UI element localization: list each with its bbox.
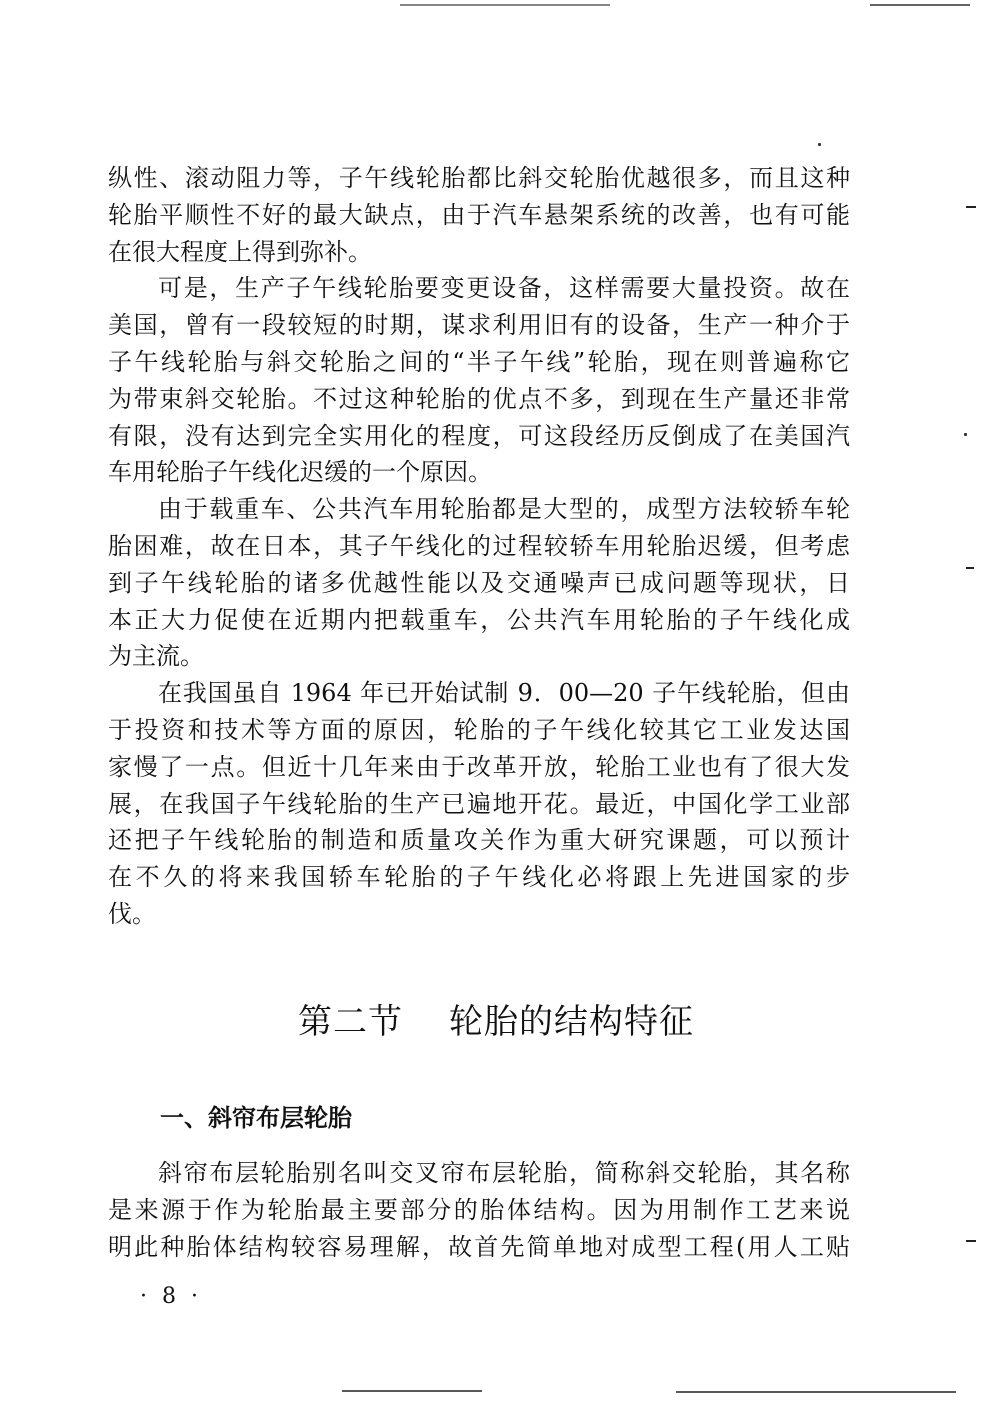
text-line: 是来源于作为轮胎最主要部分的胎体结构。因为用制作工艺来说 bbox=[108, 1195, 850, 1224]
text-line: 胎困难，故在日本，其子午线化的过程较轿车用轮胎迟缓，但考虑 bbox=[108, 531, 850, 560]
text-line: 斜帘布层轮胎别名叫交叉帘布层轮胎，简称斜交轮胎，其名称 bbox=[158, 1159, 850, 1187]
text-line: 美国，曾有一段较短的时期，谋求利用旧有的设备，生产一种介于 bbox=[108, 311, 850, 340]
scan-mark-bottom-2 bbox=[676, 1391, 956, 1393]
text-line: 在不久的将来我国轿车轮胎的子午线化必将跟上先进国家的步 bbox=[108, 863, 850, 892]
text-line: 还把子午线轮胎的制造和质量攻关作为重大研究课题，可以预计 bbox=[108, 826, 850, 855]
section-heading: 轮胎的结构特征 bbox=[449, 1002, 694, 1042]
scan-mark-right-1 bbox=[966, 206, 976, 208]
section-title bbox=[0, 1000, 992, 1044]
section-number: 第二节 bbox=[298, 1002, 403, 1042]
scan-mark-top-right bbox=[870, 4, 970, 6]
text-line: 为带束斜交轮胎。不过这种轮胎的优点不多，到现在生产量还非常 bbox=[108, 384, 850, 413]
text-line: 为主流。 bbox=[108, 642, 204, 671]
paragraph-5 bbox=[108, 1155, 850, 1265]
text-line: 车用轮胎子午线化迟缓的一个原因。 bbox=[108, 458, 492, 487]
scan-mark-right-3 bbox=[966, 1240, 976, 1242]
paragraph-4 bbox=[108, 675, 850, 933]
text-line: 展，在我国子午线轮胎的生产已遍地开花。最近，中国化学工业部 bbox=[108, 789, 850, 818]
text-line: 可是，生产子午线轮胎要变更设备，这样需要大量投资。故在 bbox=[158, 274, 850, 303]
text-line: 于投资和技术等方面的原因，轮胎的子午线化较其它工业发达国 bbox=[108, 715, 850, 744]
text-line: 由于载重车、公共汽车用轮胎都是大型的，成型方法较轿车轮 bbox=[158, 495, 850, 524]
subsection-heading: 一、斜帘布层轮胎 bbox=[160, 1104, 352, 1132]
text-line: 到子午线轮胎的诸多优越性能以及交通噪声已成问题等现状，日 bbox=[108, 568, 850, 597]
paragraph-2 bbox=[108, 270, 850, 491]
scan-mark-bottom-1 bbox=[342, 1390, 482, 1392]
text-line: 轮胎平顺性不好的最大缺点，由于汽车悬架系统的改善，也有可能 bbox=[108, 200, 850, 229]
page-number: · 8 · bbox=[140, 1284, 202, 1309]
scan-mark-right-2 bbox=[966, 567, 974, 569]
text-line: 在很大程度上得到弥补。 bbox=[108, 237, 372, 266]
paragraph-1 bbox=[108, 160, 850, 270]
paragraph-3 bbox=[108, 491, 850, 675]
text-line: 家慢了一点。但近十几年来由于改革开放，轮胎工业也有了很大发 bbox=[108, 752, 850, 781]
scan-dot bbox=[964, 433, 967, 436]
scan-mark-top bbox=[400, 4, 610, 6]
text-line: 伐。 bbox=[108, 899, 156, 928]
text-line: 有限，没有达到完全实用化的程度，可这段经历反倒成了在美国汽 bbox=[108, 421, 850, 450]
text-line: 子午线轮胎与斜交轮胎之间的“半子午线”轮胎，现在则普遍称它 bbox=[108, 347, 850, 376]
text-line: 纵性、滚动阻力等，子午线轮胎都比斜交轮胎优越很多，而且这种 bbox=[108, 164, 850, 192]
scan-dot bbox=[818, 143, 821, 146]
body-text bbox=[108, 160, 850, 933]
text-line: 本正大力促使在近期内把载重车，公共汽车用轮胎的子午线化成 bbox=[108, 605, 850, 634]
body-text-continued bbox=[108, 1155, 850, 1265]
text-line: 在我国虽自 1964 年已开始试制 9．00—20 子午线轮胎，但由 bbox=[158, 679, 850, 708]
text-line: 明此种胎体结构较容易理解，故首先简单地对成型工程(用人工贴 bbox=[108, 1232, 850, 1261]
